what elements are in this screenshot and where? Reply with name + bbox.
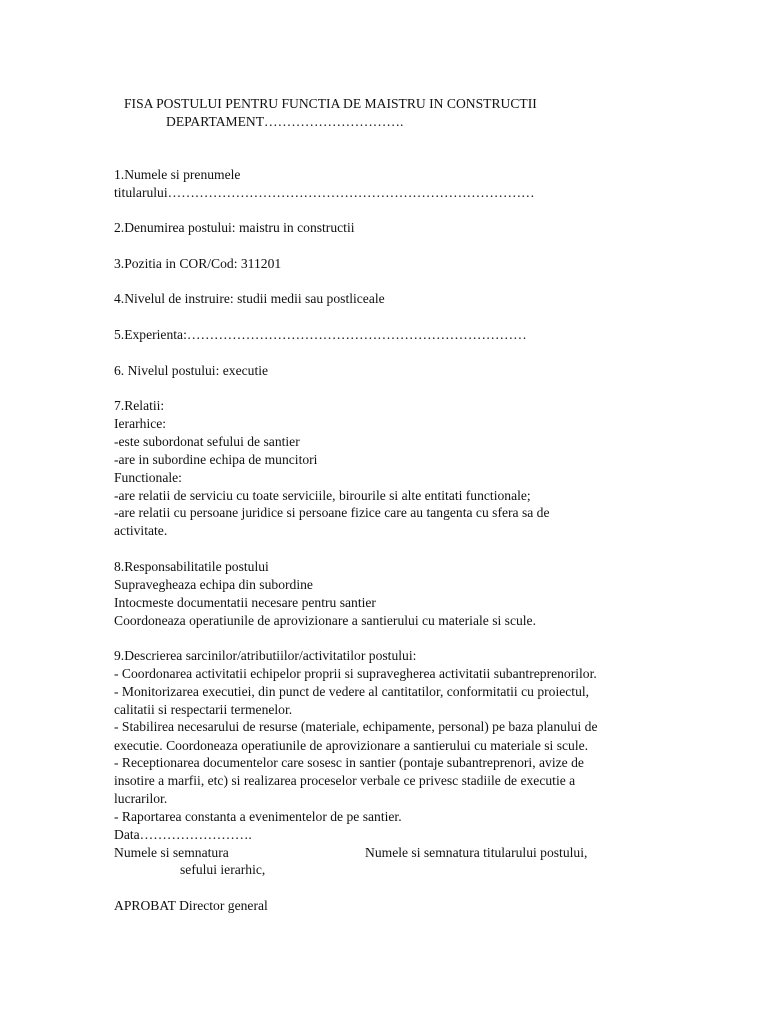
- title-line-1: FISA POSTULUI PENTRU FUNCTIA DE MAISTRU IN CONSTRUCTII: [124, 96, 537, 111]
- section-1-label: 1.Numele si prenumele: [114, 167, 241, 182]
- signature-left-label-cont: sefului ierarhic,: [180, 862, 266, 877]
- section-9-item: - Stabilirea necesarului de resurse (materiale, echipamente, personal) pe baza planului de: [114, 719, 598, 734]
- section-9-item: insotire a marfii, etc) si realizarea proceselor verbale ce privesc stadiile de executie a: [114, 773, 576, 788]
- section-8-item: Supravegheaza echipa din subordine: [114, 577, 313, 592]
- signature-left-label: Numele si semnatura: [114, 845, 229, 860]
- section-9-item: - Monitorizarea executiei, din punct de vedere al cantitatilor, conformitatii cu proiectul,: [114, 684, 590, 699]
- section-7-functionale: Functionale:: [114, 470, 182, 485]
- section-6: 6. Nivelul postului: executie: [114, 363, 269, 378]
- section-2: 2.Denumirea postului: maistru in constructii: [114, 220, 355, 235]
- section-7-item: -este subordonat sefului de santier: [114, 434, 300, 449]
- section-9-item: calitatii si respectarii termenelor.: [114, 702, 293, 717]
- approval-line: APROBAT Director general: [114, 898, 268, 913]
- section-7-item: -are in subordine echipa de muncitori: [114, 452, 318, 467]
- section-7-ierarhice: Ierarhice:: [114, 416, 167, 431]
- section-9-item: - Coordonarea activitatii echipelor proprii si supravegherea activitatii subantreprenorilor.: [114, 666, 597, 681]
- section-4: 4.Nivelul de instruire: studii medii sau postliceale: [114, 291, 385, 306]
- section-9-item: lucrarilor.: [114, 791, 168, 806]
- section-8-item: Intocmeste documentatii necesare pentru santier: [114, 595, 376, 610]
- section-9-item: - Receptionarea documentelor care sosesc in santier (pontaje subantreprenori, avize de: [114, 755, 584, 770]
- section-7-heading: 7.Relatii:: [114, 398, 165, 413]
- section-5: 5.Experienta:…………………………………………………………………: [114, 327, 527, 342]
- section-7-item-cont: activitate.: [114, 523, 168, 538]
- section-3: 3.Pozitia in COR/Cod: 311201: [114, 256, 282, 271]
- title-line-2: DEPARTAMENT………………………….: [166, 114, 404, 129]
- section-7-item: -are relatii de serviciu cu toate serviciile, birourile si alte entitati functionale;: [114, 488, 531, 503]
- section-7-item: -are relatii cu persoane juridice si persoane fizice care au tangenta cu sfera sa de: [114, 505, 550, 520]
- section-8-item: Coordoneaza operatiunile de aprovizionare a santierului cu materiale si scule.: [114, 613, 536, 628]
- date-field: Data…………………….: [114, 827, 252, 842]
- section-1-value: titularului………………………………………………………………………: [114, 185, 535, 200]
- signature-right-label: Numele si semnatura titularului postului,: [365, 845, 588, 860]
- section-9-heading: 9.Descrierea sarcinilor/atributiilor/activitatilor postului:: [114, 648, 417, 663]
- section-8-heading: 8.Responsabilitatile postului: [114, 559, 269, 574]
- section-9-item: - Raportarea constanta a evenimentelor de pe santier.: [114, 809, 402, 824]
- section-9-item: executie. Coordoneaza operatiunile de aprovizionare a santierului cu materiale si scule.: [114, 738, 589, 753]
